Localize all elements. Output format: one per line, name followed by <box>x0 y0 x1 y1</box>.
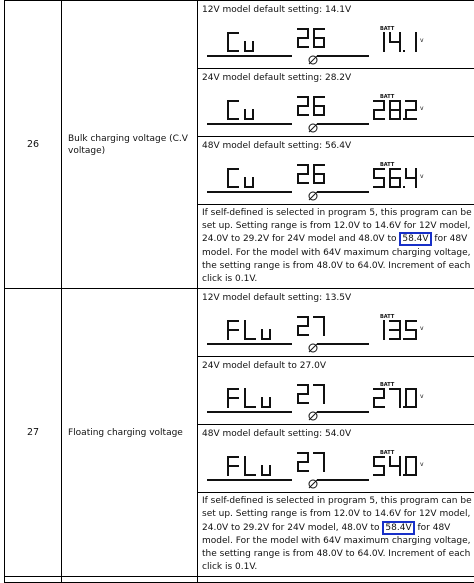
lcd-display <box>198 16 474 68</box>
lcd-batt-label: BATT <box>380 26 395 32</box>
lcd-segments <box>198 440 474 492</box>
slashed-circle-icon <box>309 192 317 200</box>
note-text: for 48V model. For the model with 64V maximum charging voltage, the setting range is from 48.0V to 64.0V. Increment of each click is 0.1V. <box>202 234 471 284</box>
lcd-segments <box>198 84 474 136</box>
lcd-unit: v <box>420 393 424 400</box>
lcd-display <box>198 84 474 136</box>
highlighted-value: 58.4V <box>399 232 431 246</box>
lcd-batt-label: BATT <box>380 94 395 100</box>
table-row-next <box>5 577 474 583</box>
setting-caption: 24V model default to 27.0V <box>198 357 474 372</box>
row-description: Floating charging voltage <box>62 289 198 577</box>
slashed-circle-icon <box>309 480 317 488</box>
row-number: 27 <box>5 289 62 577</box>
note-text: for 48V model. For the model with 64V maximum charging voltage, the setting range is from 48.0V to 64.0V. Increment of each click is 0.1V. <box>202 523 471 573</box>
settings-table <box>4 0 474 583</box>
lcd-batt-label: BATT <box>380 382 395 388</box>
setting-cell <box>198 69 474 137</box>
lcd-unit: v <box>420 461 424 468</box>
setting-note <box>198 493 474 577</box>
lcd-batt-label: BATT <box>380 450 395 456</box>
lcd-unit: v <box>420 325 424 332</box>
setting-cell <box>198 425 474 493</box>
lcd-display <box>198 372 474 424</box>
lcd-display <box>198 440 474 492</box>
row-number: 26 <box>5 1 62 289</box>
row-description: Bulk charging voltage (C.V voltage) <box>62 1 198 289</box>
setting-caption: 12V model default setting: 13.5V <box>198 289 474 304</box>
setting-caption: 24V model default setting: 28.2V <box>198 69 474 84</box>
setting-caption: 48V model default setting: 54.0V <box>198 425 474 440</box>
note-text: If self-defined is selected in program 5, this program can be set up. Setting range is from 12.0V to 14.6V for 12V model, 24.0V to 29.2V for 24V model, 48.0V to <box>202 496 472 532</box>
setting-cell <box>198 137 474 205</box>
table-row-27 <box>5 289 474 357</box>
lcd-batt-label: BATT <box>380 314 395 320</box>
lcd-unit: v <box>420 173 424 180</box>
slashed-circle-icon <box>309 344 317 352</box>
lcd-segments <box>198 152 474 204</box>
lcd-segments <box>198 16 474 68</box>
lcd-unit: v <box>420 37 424 44</box>
lcd-segments <box>198 372 474 424</box>
slashed-circle-icon <box>309 56 317 64</box>
setting-cell <box>198 1 474 69</box>
lcd-batt-label: BATT <box>380 162 395 168</box>
settings-table-page <box>4 0 470 555</box>
slashed-circle-icon <box>309 124 317 132</box>
note-text: If self-defined is selected in program 5, this program can be set up. Setting range is from 12.0V to 14.6V for 12V model, 24.0V to 29.2V for 24V model and 48.0V to <box>202 208 472 244</box>
lcd-unit: v <box>420 105 424 112</box>
slashed-circle-icon <box>309 412 317 420</box>
setting-cell <box>198 289 474 357</box>
setting-note <box>198 205 474 289</box>
setting-caption: 48V model default setting: 56.4V <box>198 137 474 152</box>
highlighted-value: 58.4V <box>382 521 414 535</box>
setting-cell <box>198 357 474 425</box>
lcd-segments <box>198 304 474 356</box>
lcd-display <box>198 304 474 356</box>
table-row-26 <box>5 1 474 69</box>
setting-caption: 12V model default setting: 14.1V <box>198 1 474 16</box>
lcd-display <box>198 152 474 204</box>
